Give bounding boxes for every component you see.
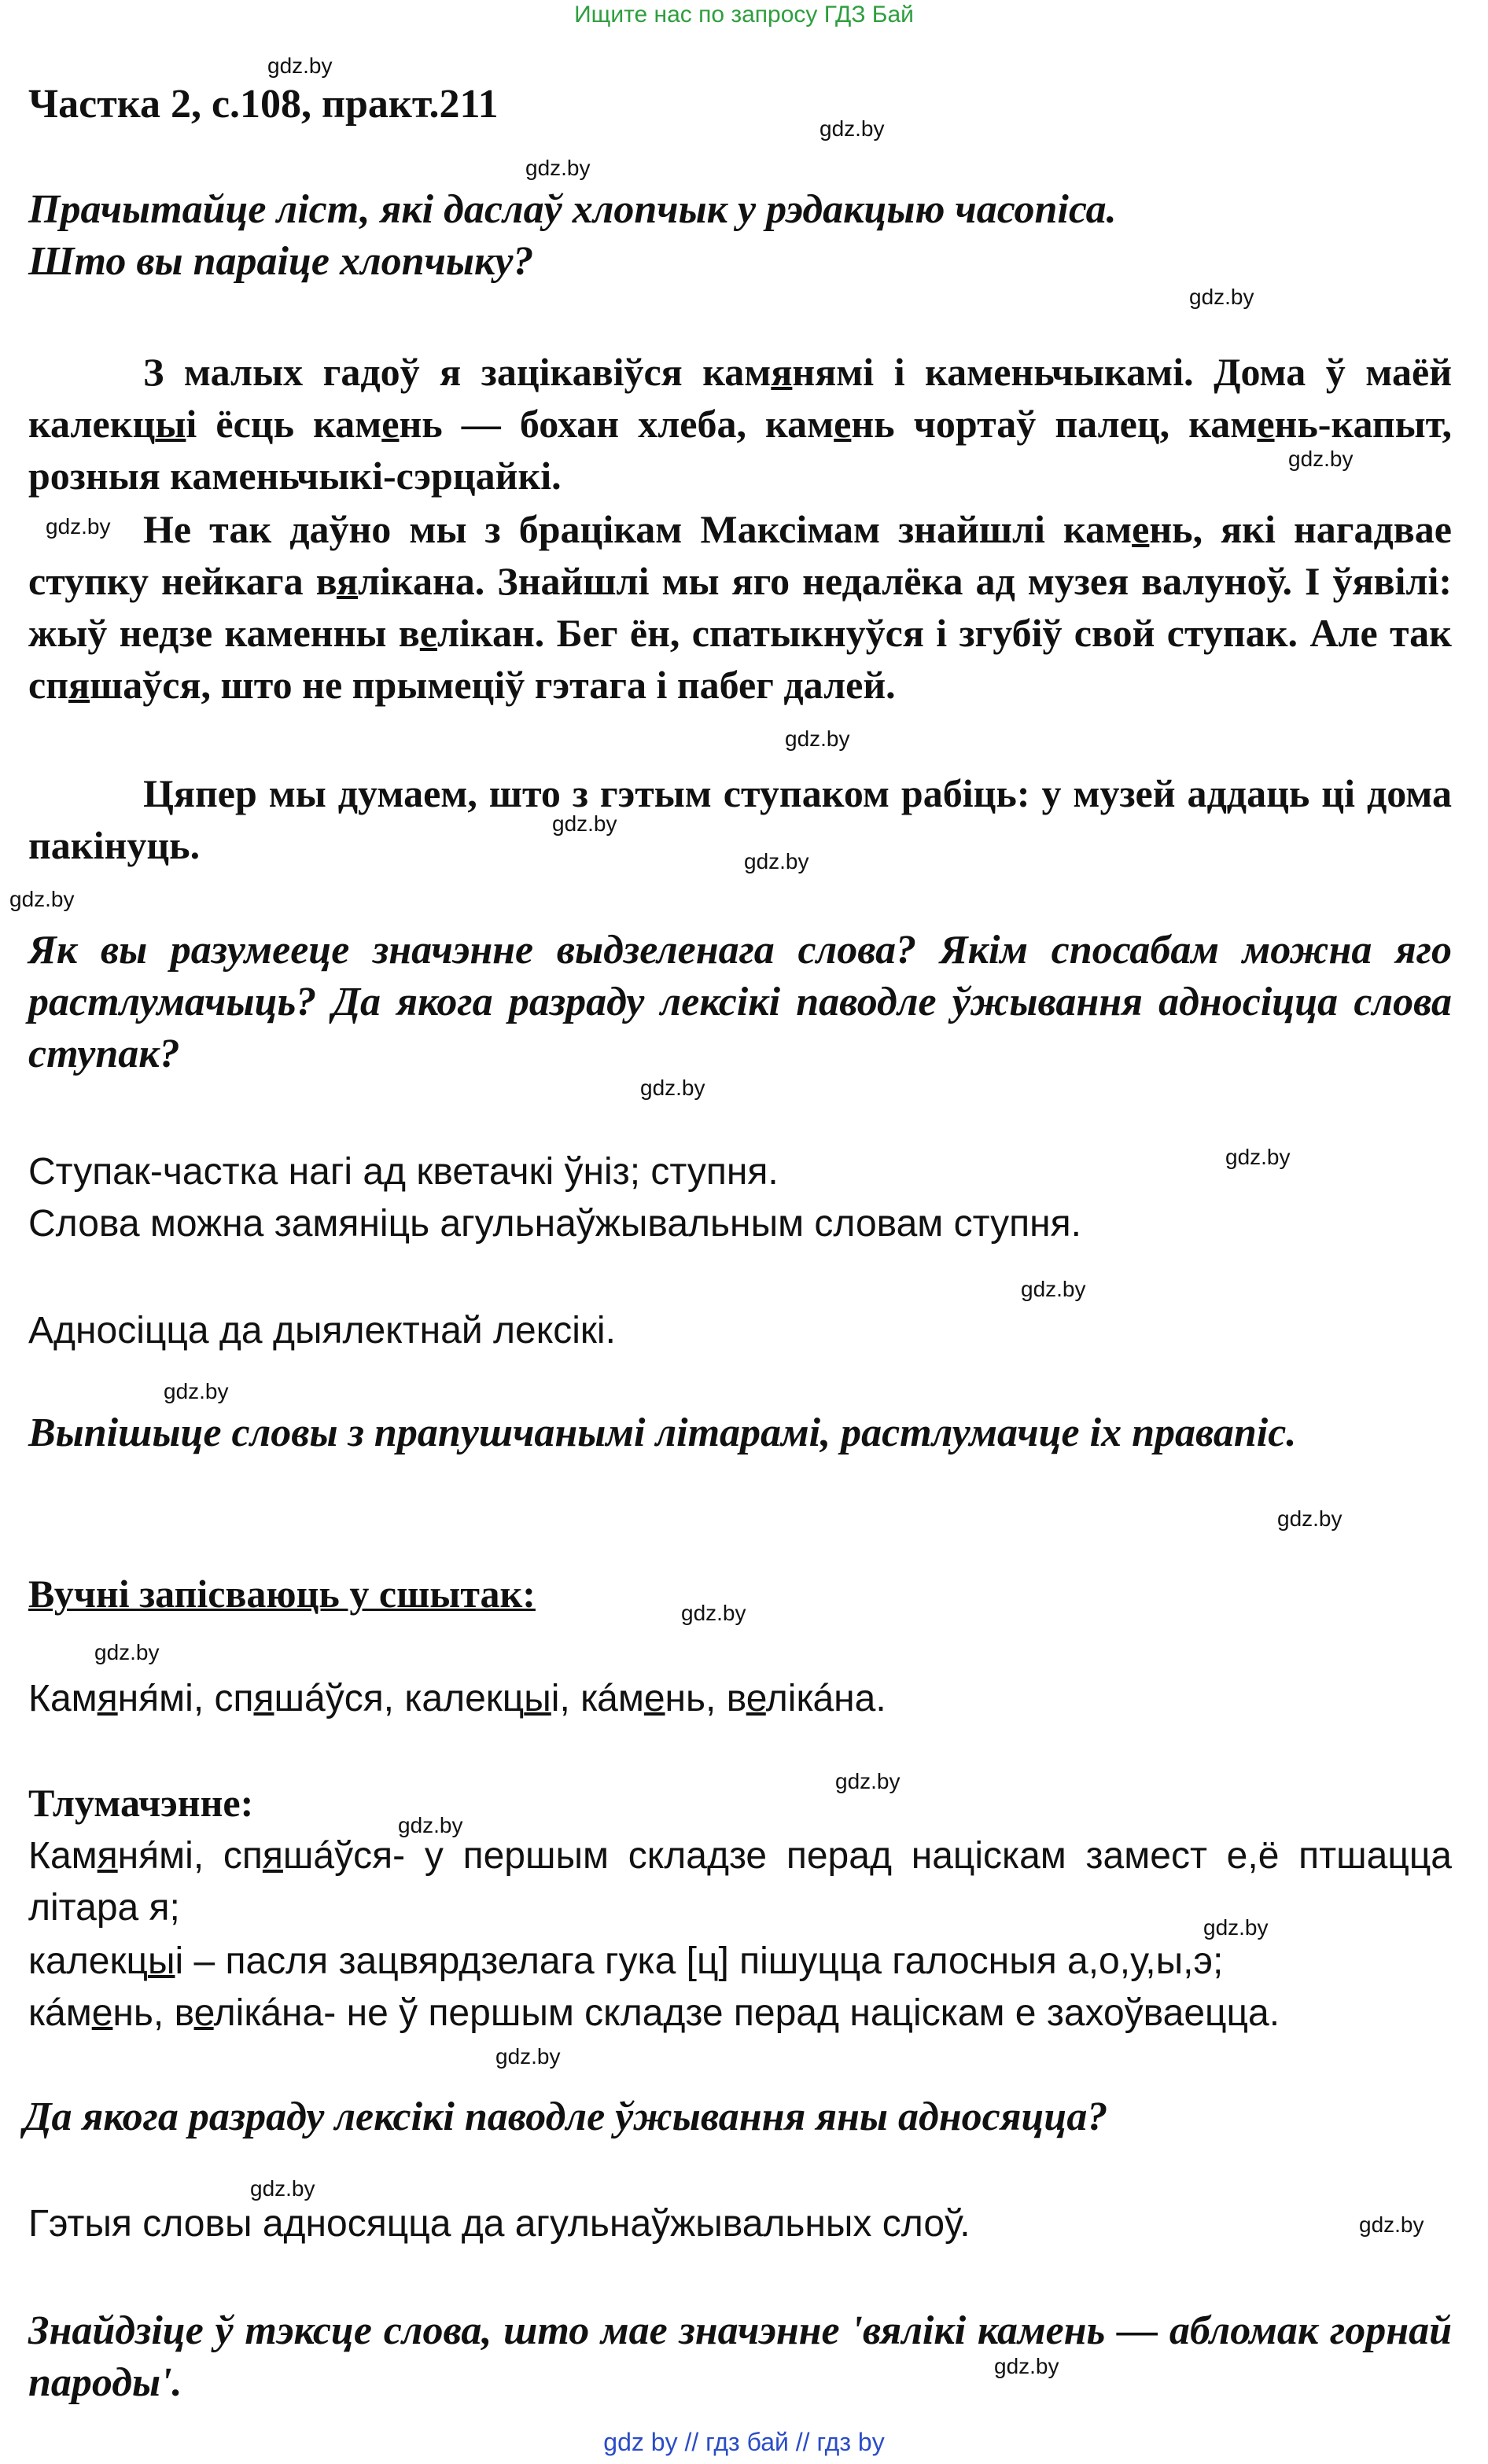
highlighted-letter: я (262, 1835, 283, 1877)
task-1-line-2: Што вы параіце хлопчыку? (28, 239, 534, 284)
highlighted-letter: е (834, 402, 852, 446)
answer-2-line-1: Ступак-частка нагі ад кветачкі ўніз; ступня. (28, 1151, 779, 1193)
text-run: калекц (28, 1940, 148, 1982)
answer-2-line-3: Адносіцца да дыялектнай лексікі. (28, 1310, 616, 1352)
highlighted-letter: я (253, 1678, 274, 1719)
text-run: лікáна. (765, 1678, 886, 1719)
text-run: нь — бохан хлеба, кам (399, 402, 834, 446)
highlighted-letter: я (68, 663, 90, 707)
text-run: Кам (28, 1835, 98, 1877)
watermark: gdz.by (1359, 2212, 1424, 2237)
watermark: gdz.by (1189, 285, 1254, 309)
task-5: Знайдзіце ў тэксце слова, што мае значэнне 'вялікі камень — абломак горнай пароды'. (28, 2308, 1452, 2405)
highlighted-letter: я (97, 1835, 118, 1877)
highlighted-letter: е (381, 402, 400, 446)
text-run: нь чортаў палец, кам (851, 402, 1258, 446)
explanation-line-3 (28, 1988, 1452, 2039)
text-run: шáўся- у першым складзе перад націскам замест е,ё птшацца літара я; (28, 1835, 1453, 1929)
text-run: З малых гадоў я зацікавіўся кам (143, 350, 772, 394)
answer-2-line-2: Слова можна замяніць агульнаўжывальным словам ступня. (28, 1203, 1081, 1245)
task-2: Як вы разумееце значэнне выдзеленага слова? Якім спосабам можна яго растлумачыць? Да якога разраду лексікі паводле ўжывання адносіцца слова ступак? (28, 928, 1452, 1076)
highlighted-letter: я (771, 350, 793, 394)
watermark: gdz.by (994, 2354, 1059, 2378)
watermark: gdz.by (46, 514, 111, 539)
watermark: gdz.by (525, 156, 591, 180)
text-run: і – пасля зацвярдзелага гука [ц] пішуцца галосныя а,о,у,ы,э; (175, 1940, 1224, 1982)
watermark: gdz.by (250, 2176, 315, 2201)
task-1 (28, 184, 1452, 288)
highlighted-letter: е (1132, 507, 1150, 551)
watermark: gdz.by (1225, 1145, 1291, 1169)
text-run: нь, які нагадвае ступку нейкага в (28, 507, 1452, 603)
text-run: нямі і каменьчыкамі. Дома ў маёй калекц (28, 350, 1452, 446)
text-run: і ёсць кам (186, 402, 382, 446)
explanation-line-2 (28, 1936, 1452, 1988)
highlighted-letter: е (746, 1678, 766, 1719)
footer-links[interactable]: gdz by // гдз бай // гдз by (603, 2428, 885, 2456)
task-3: Выпішыце словы з прапушчанымі літарамі, растлумачце іх правапіс. (28, 1410, 1297, 1455)
highlighted-letter: е (643, 1678, 665, 1719)
watermark: gdz.by (1021, 1277, 1086, 1301)
highlighted-letter: ы (524, 1678, 551, 1719)
highlighted-letter: я (336, 559, 358, 603)
highlighted-letter: е (419, 611, 437, 655)
notebook-heading (28, 1568, 1452, 1620)
text-run: нь, в (112, 1992, 194, 2034)
top-banner[interactable]: Ищите нас по запросу ГДЗ Бай (574, 2, 914, 28)
watermark: gdz.by (495, 2044, 561, 2069)
page-header: Частка 2, с.108, практ.211 (28, 82, 499, 127)
answer-4: Гэтыя словы адносяцца да агульнаўжывальных слоў. (28, 2203, 971, 2245)
highlighted-letter: е (91, 1992, 113, 2034)
watermark: gdz.by (681, 1601, 746, 1625)
watermark: gdz.by (744, 849, 809, 873)
text-run: нь, в (665, 1678, 746, 1719)
words-line (28, 1673, 1452, 1725)
task-1-line-1: Прачытайце ліст, які даслаў хлопчык у рэдакцыю часопіса. (28, 187, 1117, 232)
answer-2 (28, 1146, 1452, 1250)
text-run: нь-капыт, розныя каменьчыкі-сэрцайкі. (28, 402, 1452, 498)
watermark: gdz.by (1288, 447, 1354, 471)
highlighted-letter: ы (147, 1940, 175, 1982)
watermark: gdz.by (1277, 1506, 1343, 1531)
watermark: gdz.by (267, 53, 333, 78)
watermark: gdz.by (164, 1379, 229, 1403)
watermark: gdz.by (835, 1769, 901, 1793)
watermark: gdz.by (552, 811, 617, 836)
text-run: Не так даўно мы з брацікам Максімам знайшлі кам (143, 507, 1133, 551)
text-run: Кам (28, 1678, 98, 1719)
text-run: і, кáм (551, 1678, 644, 1719)
watermark: gdz.by (785, 726, 850, 751)
highlighted-letter: я (97, 1678, 118, 1719)
highlighted-letter: е (1257, 402, 1275, 446)
watermark: gdz.by (94, 1640, 160, 1664)
watermark: gdz.by (398, 1813, 463, 1837)
watermark: gdz.by (640, 1076, 705, 1100)
notebook-heading-text: Вучні запісваюць у сшытак: (28, 1572, 536, 1616)
letter-paragraph-3: Цяпер мы думаем, што з гэтым ступаком рабіць: у музей аддаць ці дома пакінуць. (28, 771, 1452, 867)
letter-paragraph-2 (28, 503, 1452, 711)
text-run: ня́мі, сп (117, 1678, 254, 1719)
watermark: gdz.by (1203, 1915, 1269, 1940)
explanation-heading: Тлумачэнне: (28, 1781, 254, 1825)
text-run: лікан. Бег ён, спатыкнуўся і згубіў свой ступак. Але так сп (28, 611, 1452, 707)
watermark: gdz.by (9, 887, 75, 911)
highlighted-letter: е (193, 1992, 214, 2034)
text-run: кáм (28, 1992, 92, 2034)
text-run: шаўся, што не прымеціў гэтага і пабег далей. (90, 663, 896, 707)
highlighted-letter: ы (155, 402, 186, 446)
text-run: лікáна- не ў першым складзе перад націскам е захоўваецца. (213, 1992, 1280, 2034)
text-run: лікана. Знайшлі мы яго недалёка ад музея валуноў. І ўявілі: жыў недзе каменны в (28, 559, 1452, 655)
explanation-line-1 (28, 1830, 1452, 1934)
text-run: шáўся, калекц (274, 1678, 525, 1719)
text-run: ня́мі, сп (117, 1835, 263, 1877)
watermark: gdz.by (820, 116, 885, 141)
letter-paragraph-1 (28, 346, 1452, 502)
task-4: Да якога разраду лексікі паводле ўжывання яны адносяцца? (24, 2094, 1108, 2139)
